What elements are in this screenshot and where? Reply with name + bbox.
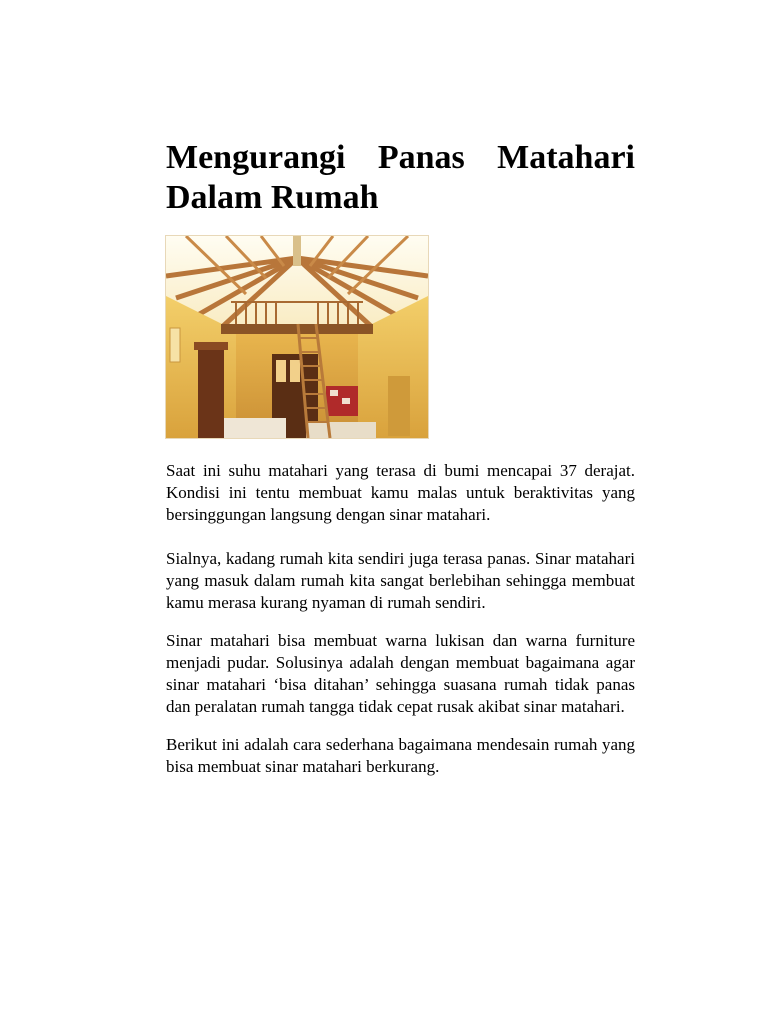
paragraph-1: Saat ini suhu matahari yang terasa di bumi mencapai 37 derajat. Kondisi ini tentu membuat kamu malas untuk beraktivitas yang bersinggungan langsung dengan sinar matahari. <box>166 461 635 524</box>
document-page <box>166 138 635 800</box>
interior-room-photo <box>166 236 428 438</box>
document-title <box>166 138 635 218</box>
paragraph-3: Sinar matahari bisa membuat warna lukisan dan warna furniture menjadi pudar. Solusinya adalah dengan membuat bagaimana agar sinar matahari ‘bisa ditahan’ sehingga suasana rumah tidak panas dan peralatan rumah tangga tidak cepat rusak akibat sinar matahari. <box>166 631 635 716</box>
paragraph-2: Sialnya, kadang rumah kita sendiri juga terasa panas. Sinar matahari yang masuk dalam rumah kita sangat berlebihan sehingga membuat kamu merasa kurang nyaman di rumah sendiri. <box>166 549 635 612</box>
article-body <box>166 460 635 778</box>
paragraph-4: Berikut ini adalah cara sederhana bagaimana mendesain rumah yang bisa membuat sinar matahari berkurang. <box>166 735 635 776</box>
title-line-1: Mengurangi Panas Matahari <box>166 139 635 176</box>
title-line-2: Dalam Rumah <box>166 179 379 216</box>
